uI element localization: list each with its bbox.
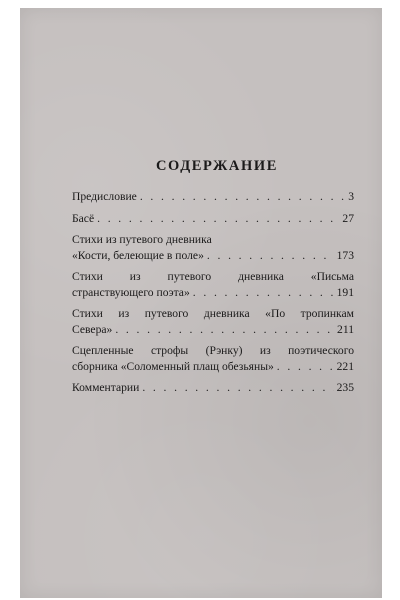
dot-leader	[207, 248, 334, 264]
toc-entry-page: 211	[337, 322, 354, 336]
toc-entry-page: 27	[342, 211, 354, 225]
toc-entry-north	[72, 306, 354, 337]
toc-entry-label: Комментарии	[72, 381, 140, 394]
toc-entry-line: Стихи из путевого дневника «Письма	[72, 270, 354, 283]
toc-entry-label: сборника «Соломенный плащ обезьяны»	[72, 359, 274, 373]
toc-entry-line: Стихи из путевого дневника «По тропинкам	[72, 307, 354, 320]
dot-leader	[97, 211, 339, 227]
toc-entry-basho	[72, 211, 354, 227]
toc-entry-comments	[72, 380, 354, 396]
toc-entry-page: 3	[348, 190, 354, 203]
dot-leader	[277, 359, 334, 375]
dot-leader	[142, 380, 333, 396]
toc-entry-label: Севера»	[72, 322, 113, 336]
book-page	[20, 8, 382, 598]
toc-entry-page: 191	[336, 285, 354, 299]
toc-entry-bones	[72, 232, 354, 263]
toc-title: СОДЕРЖАНИЕ	[155, 158, 279, 174]
dot-leader	[140, 189, 345, 205]
table-of-contents	[72, 158, 354, 402]
toc-entry-page: 173	[336, 248, 354, 262]
dot-leader	[115, 322, 334, 338]
toc-entry-page: 221	[336, 359, 354, 373]
toc-entry-label: «Кости, белеющие в поле»	[72, 248, 204, 262]
dot-leader	[193, 285, 334, 301]
toc-entry-line: Стихи из путевого дневника	[72, 233, 212, 246]
toc-entry-label: Предисловие	[72, 190, 137, 203]
toc-entry-renku	[72, 343, 354, 374]
toc-entry-label: Басё	[72, 211, 95, 225]
toc-entry-letters	[72, 269, 354, 300]
toc-entry-label: странствующего поэта»	[72, 285, 190, 299]
toc-entry-preface	[72, 189, 354, 205]
toc-entry-line: Сцепленные строфы (Рэнку) из поэтического	[72, 344, 354, 357]
toc-entry-page: 235	[336, 381, 354, 394]
